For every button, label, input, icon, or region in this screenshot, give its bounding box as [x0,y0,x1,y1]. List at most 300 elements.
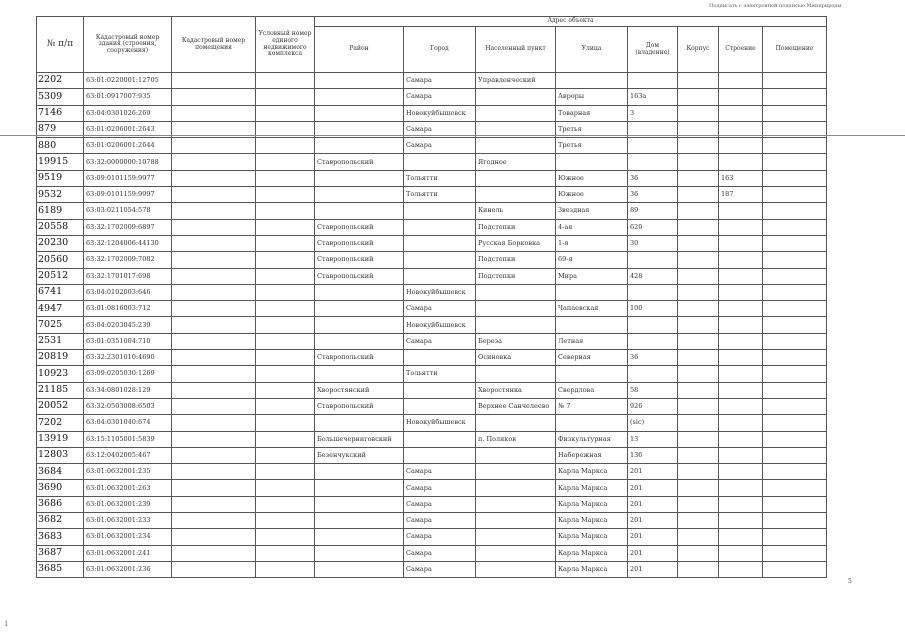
cell-city: Новокуйбышевск [404,317,476,333]
cell-num: 3687 [37,545,84,561]
table-row [37,301,827,317]
cell-building [719,366,763,382]
cell-city [404,154,476,170]
cell-corpus [678,382,719,398]
cell-city: Самара [404,301,476,317]
page-number: 5 [848,578,852,585]
cell-house: 36 [628,170,678,186]
cell-room [763,431,827,447]
cell-room [763,235,827,251]
header-num: № п/п [37,17,84,73]
header-district: Район [315,27,404,73]
cell-settlement: Подстепки [476,268,556,284]
cell-corpus [678,496,719,512]
cell-num: 2202 [37,73,84,89]
cell-city: Новокуйбышевск [404,415,476,431]
table-row [37,529,827,545]
cell-cadastral-building: 63:32:1204006:44130 [84,235,172,251]
cell-building [719,73,763,89]
cell-corpus [678,464,719,480]
cell-num: 20512 [37,268,84,284]
cell-city: Тольятти [404,366,476,382]
cell-house: 201 [628,480,678,496]
cell-settlement: Подстепки [476,219,556,235]
cell-conditional-number [256,415,315,431]
cell-street: № 7 [556,398,628,414]
cell-room [763,138,827,154]
cell-num: 4947 [37,301,84,317]
cell-num: 3684 [37,464,84,480]
cell-district [315,73,404,89]
cell-conditional-number [256,350,315,366]
cell-cadastral-building: 63:01:0351004:710 [84,333,172,349]
cell-num: 3683 [37,529,84,545]
cell-room [763,545,827,561]
cell-city: Тольятти [404,170,476,186]
cell-cadastral-room [172,366,256,382]
cell-conditional-number [256,301,315,317]
cell-num: 12803 [37,447,84,463]
cell-district: Ставропольский [315,219,404,235]
cell-conditional-number [256,513,315,529]
cell-cadastral-room [172,235,256,251]
cell-room [763,73,827,89]
cell-corpus [678,301,719,317]
cell-room [763,464,827,480]
cell-building [719,398,763,414]
cell-cadastral-room [172,138,256,154]
cell-city [404,219,476,235]
cell-district [315,561,404,577]
cell-cadastral-building: 63:01:0632001:236 [84,561,172,577]
cell-building [719,464,763,480]
cell-num: 6741 [37,284,84,300]
cell-building [719,219,763,235]
cell-room [763,366,827,382]
table-row [37,561,827,577]
cell-corpus [678,431,719,447]
cell-corpus [678,138,719,154]
cell-cadastral-room [172,301,256,317]
cell-district [315,480,404,496]
cell-cadastral-room [172,480,256,496]
cell-street [556,284,628,300]
cell-settlement [476,317,556,333]
cell-city: Новокуйбышевск [404,105,476,121]
cell-district [315,89,404,105]
cell-street [556,366,628,382]
cell-room [763,382,827,398]
cell-corpus [678,268,719,284]
cell-conditional-number [256,138,315,154]
cell-corpus [678,415,719,431]
cell-district: Ставропольский [315,350,404,366]
cell-district: Хворостянский [315,382,404,398]
cell-conditional-number [256,333,315,349]
cell-settlement [476,89,556,105]
cell-corpus [678,398,719,414]
cell-conditional-number [256,219,315,235]
cell-house: 201 [628,496,678,512]
table-row [37,73,827,89]
cell-cadastral-building: 63:09:0205030:1269 [84,366,172,382]
cell-corpus [678,105,719,121]
cell-building [719,284,763,300]
table-row [37,284,827,300]
header-street: Улица [556,27,628,73]
cell-house: 100 [628,301,678,317]
header-address-group: Адрес объекта [315,17,827,27]
cell-cadastral-building: 63:04:0102003:646 [84,284,172,300]
cell-corpus [678,480,719,496]
header-note: Подписать с электронной подписью Минприроды [709,3,842,9]
cell-city: Самара [404,545,476,561]
cell-cadastral-room [172,350,256,366]
cell-street [556,73,628,89]
cell-building [719,350,763,366]
cell-cadastral-room [172,317,256,333]
cell-cadastral-building: 63:01:0632001:263 [84,480,172,496]
cell-city: Самара [404,480,476,496]
cell-city: Самара [404,464,476,480]
cell-corpus [678,317,719,333]
cell-num: 7202 [37,415,84,431]
table-row [37,545,827,561]
cell-settlement [476,447,556,463]
cell-street: 69-я [556,252,628,268]
cell-room [763,398,827,414]
cell-street: Товарная [556,105,628,121]
cell-num: 3682 [37,513,84,529]
cell-street: Свердлова [556,382,628,398]
cell-num: 20558 [37,219,84,235]
cell-cadastral-building: 63:01:0917007:935 [84,89,172,105]
cell-cadastral-room [172,398,256,414]
cell-building [719,252,763,268]
cell-house: 163а [628,89,678,105]
table-row [37,447,827,463]
cell-corpus [678,252,719,268]
cell-house: 201 [628,464,678,480]
cell-cadastral-room [172,154,256,170]
cell-conditional-number [256,235,315,251]
cell-corpus [678,529,719,545]
cell-cadastral-room [172,431,256,447]
cell-corpus [678,235,719,251]
cell-building [719,268,763,284]
cell-corpus [678,89,719,105]
cell-house [628,252,678,268]
cell-cadastral-room [172,513,256,529]
cell-room [763,219,827,235]
cell-cadastral-building: 63:04:0301026:269 [84,105,172,121]
header-house: Дом (владение) [628,27,678,73]
cell-cadastral-room [172,268,256,284]
cell-district [315,187,404,203]
cell-house [628,366,678,382]
cell-num: 19915 [37,154,84,170]
cell-cadastral-room [172,203,256,219]
cell-building [719,382,763,398]
cell-conditional-number [256,366,315,382]
cell-building [719,301,763,317]
cell-building [719,333,763,349]
cell-num: 879 [37,121,84,137]
cell-conditional-number [256,545,315,561]
cell-conditional-number [256,105,315,121]
table-row [37,252,827,268]
cell-street: Карла Маркса [556,480,628,496]
cell-city: Самара [404,561,476,577]
cell-city [404,350,476,366]
cell-num: 20819 [37,350,84,366]
cell-num: 7025 [37,317,84,333]
cell-building [719,513,763,529]
table-row [37,350,827,366]
cell-house [628,333,678,349]
cell-city [404,235,476,251]
cell-street: 4-ая [556,219,628,235]
cell-settlement [476,170,556,186]
cell-house: 201 [628,513,678,529]
cell-num: 20560 [37,252,84,268]
cell-corpus [678,447,719,463]
cell-settlement [476,464,556,480]
cell-cadastral-building: 63:01:0632001:235 [84,464,172,480]
cell-cadastral-building: 63:04:0203045:239 [84,317,172,333]
cell-city [404,382,476,398]
cell-settlement [476,366,556,382]
cell-room [763,268,827,284]
cell-cadastral-building: 63:32:0503008:6503 [84,398,172,414]
cell-district: Ставропольский [315,252,404,268]
cell-room [763,529,827,545]
cell-num: 13919 [37,431,84,447]
cell-num: 3690 [37,480,84,496]
cell-settlement [476,545,556,561]
cell-num: 9519 [37,170,84,186]
cell-num: 3686 [37,496,84,512]
cell-city [404,447,476,463]
cell-room [763,561,827,577]
cell-corpus [678,545,719,561]
cell-settlement [476,284,556,300]
cell-district [315,529,404,545]
header-settlement: Населенный пункт [476,27,556,73]
cell-cadastral-building: 63:15:1105001:5839 [84,431,172,447]
cell-city [404,398,476,414]
cell-district [315,333,404,349]
table-row [37,513,827,529]
cell-room [763,105,827,121]
cell-cadastral-room [172,415,256,431]
header-conditional-number: Условный номер единого недвижимого комплекса [256,17,315,73]
cell-building [719,431,763,447]
cell-building [719,105,763,121]
cell-street: Мира [556,268,628,284]
cell-district [315,415,404,431]
cell-room [763,284,827,300]
cell-house: 926 [628,398,678,414]
table-row [37,268,827,284]
cell-cadastral-room [172,252,256,268]
cell-conditional-number [256,187,315,203]
cell-room [763,513,827,529]
cell-cadastral-room [172,105,256,121]
cell-street [556,317,628,333]
cell-cadastral-room [172,284,256,300]
cell-city: Новокуйбышевск [404,284,476,300]
cell-street: Летная [556,333,628,349]
cell-settlement [476,513,556,529]
cell-corpus [678,154,719,170]
cell-street: Северная [556,350,628,366]
cell-building [719,317,763,333]
cell-room [763,447,827,463]
cell-settlement: Управленческий [476,73,556,89]
cell-conditional-number [256,170,315,186]
table-row [37,398,827,414]
cell-district [315,284,404,300]
cell-house [628,73,678,89]
cell-settlement: Осиновка [476,350,556,366]
cell-settlement: Кинель [476,203,556,219]
table-row [37,154,827,170]
cell-conditional-number [256,480,315,496]
cell-conditional-number [256,73,315,89]
cell-room [763,154,827,170]
cell-settlement [476,105,556,121]
cell-corpus [678,350,719,366]
cell-cadastral-room [172,545,256,561]
cell-building: 187 [719,187,763,203]
cell-settlement [476,301,556,317]
cell-num: 10923 [37,366,84,382]
cell-city: Самара [404,333,476,349]
table-body [37,73,827,578]
cell-settlement: Подстепки [476,252,556,268]
cell-house: 201 [628,545,678,561]
header-room: Помещение [763,27,827,73]
table-row [37,187,827,203]
cell-street: Карла Маркса [556,529,628,545]
cell-settlement: Русская Борковка [476,235,556,251]
cell-district [315,203,404,219]
cell-district: Ставропольский [315,268,404,284]
cell-district [315,317,404,333]
table-row [37,496,827,512]
cell-conditional-number [256,431,315,447]
cell-house: 58 [628,382,678,398]
table-row [37,138,827,154]
cell-cadastral-building: 63:32:1701017:698 [84,268,172,284]
cell-street: Чапаевская [556,301,628,317]
table-row [37,366,827,382]
cell-room [763,203,827,219]
cell-city [404,268,476,284]
cell-cadastral-building: 63:34:0801028:129 [84,382,172,398]
cell-corpus [678,219,719,235]
cell-cadastral-building: 63:12:0402005:467 [84,447,172,463]
cell-building [719,89,763,105]
cell-street: Физкультурная [556,431,628,447]
cell-district: Большечерниговский [315,431,404,447]
table-row [37,235,827,251]
cell-street: Карла Маркса [556,464,628,480]
cell-settlement [476,529,556,545]
cell-room [763,317,827,333]
cell-num: 880 [37,138,84,154]
cell-city: Самара [404,121,476,137]
cell-cadastral-room [172,187,256,203]
cell-building: 163 [719,170,763,186]
cell-cadastral-room [172,73,256,89]
cell-conditional-number [256,268,315,284]
cell-room [763,89,827,105]
cell-num: 5309 [37,89,84,105]
table-row [37,105,827,121]
cell-street: Набережная [556,447,628,463]
cell-corpus [678,284,719,300]
cell-settlement: Верхнее Санчелеево [476,398,556,414]
cell-house: 201 [628,529,678,545]
cell-corpus [678,366,719,382]
table-row [37,480,827,496]
cell-district [315,366,404,382]
cell-room [763,301,827,317]
cell-cadastral-building: 63:32:2301010:4690 [84,350,172,366]
cell-city [404,431,476,447]
table-row [37,89,827,105]
cell-cadastral-room [172,447,256,463]
cell-num: 3685 [37,561,84,577]
cell-street: Звездная [556,203,628,219]
cell-settlement: Ягодное [476,154,556,170]
table-row [37,333,827,349]
cell-street: Карла Маркса [556,561,628,577]
cell-cadastral-building: 63:01:0632001:234 [84,529,172,545]
cell-street: Карла Маркса [556,545,628,561]
cell-district [315,138,404,154]
cell-corpus [678,187,719,203]
cell-city: Самара [404,73,476,89]
cell-house [628,154,678,170]
cell-district [315,105,404,121]
cell-conditional-number [256,154,315,170]
cell-conditional-number [256,464,315,480]
cell-street: Третья [556,138,628,154]
header-city: Город [404,27,476,73]
cell-num: 6189 [37,203,84,219]
cell-city [404,203,476,219]
cell-district [315,170,404,186]
cell-city: Самара [404,529,476,545]
cell-corpus [678,170,719,186]
cell-cadastral-room [172,89,256,105]
table-row [37,219,827,235]
cell-conditional-number [256,447,315,463]
cell-cadastral-building: 63:04:0301040:674 [84,415,172,431]
cell-building [719,480,763,496]
cell-district [315,301,404,317]
cell-street [556,154,628,170]
header-cadastral-building: Кадастровый номер здания (строения, сооружения) [84,17,172,73]
cell-district: Ставропольский [315,235,404,251]
cell-num: 21185 [37,382,84,398]
cell-room [763,187,827,203]
cell-conditional-number [256,529,315,545]
corner-mark: 1 [4,620,9,628]
